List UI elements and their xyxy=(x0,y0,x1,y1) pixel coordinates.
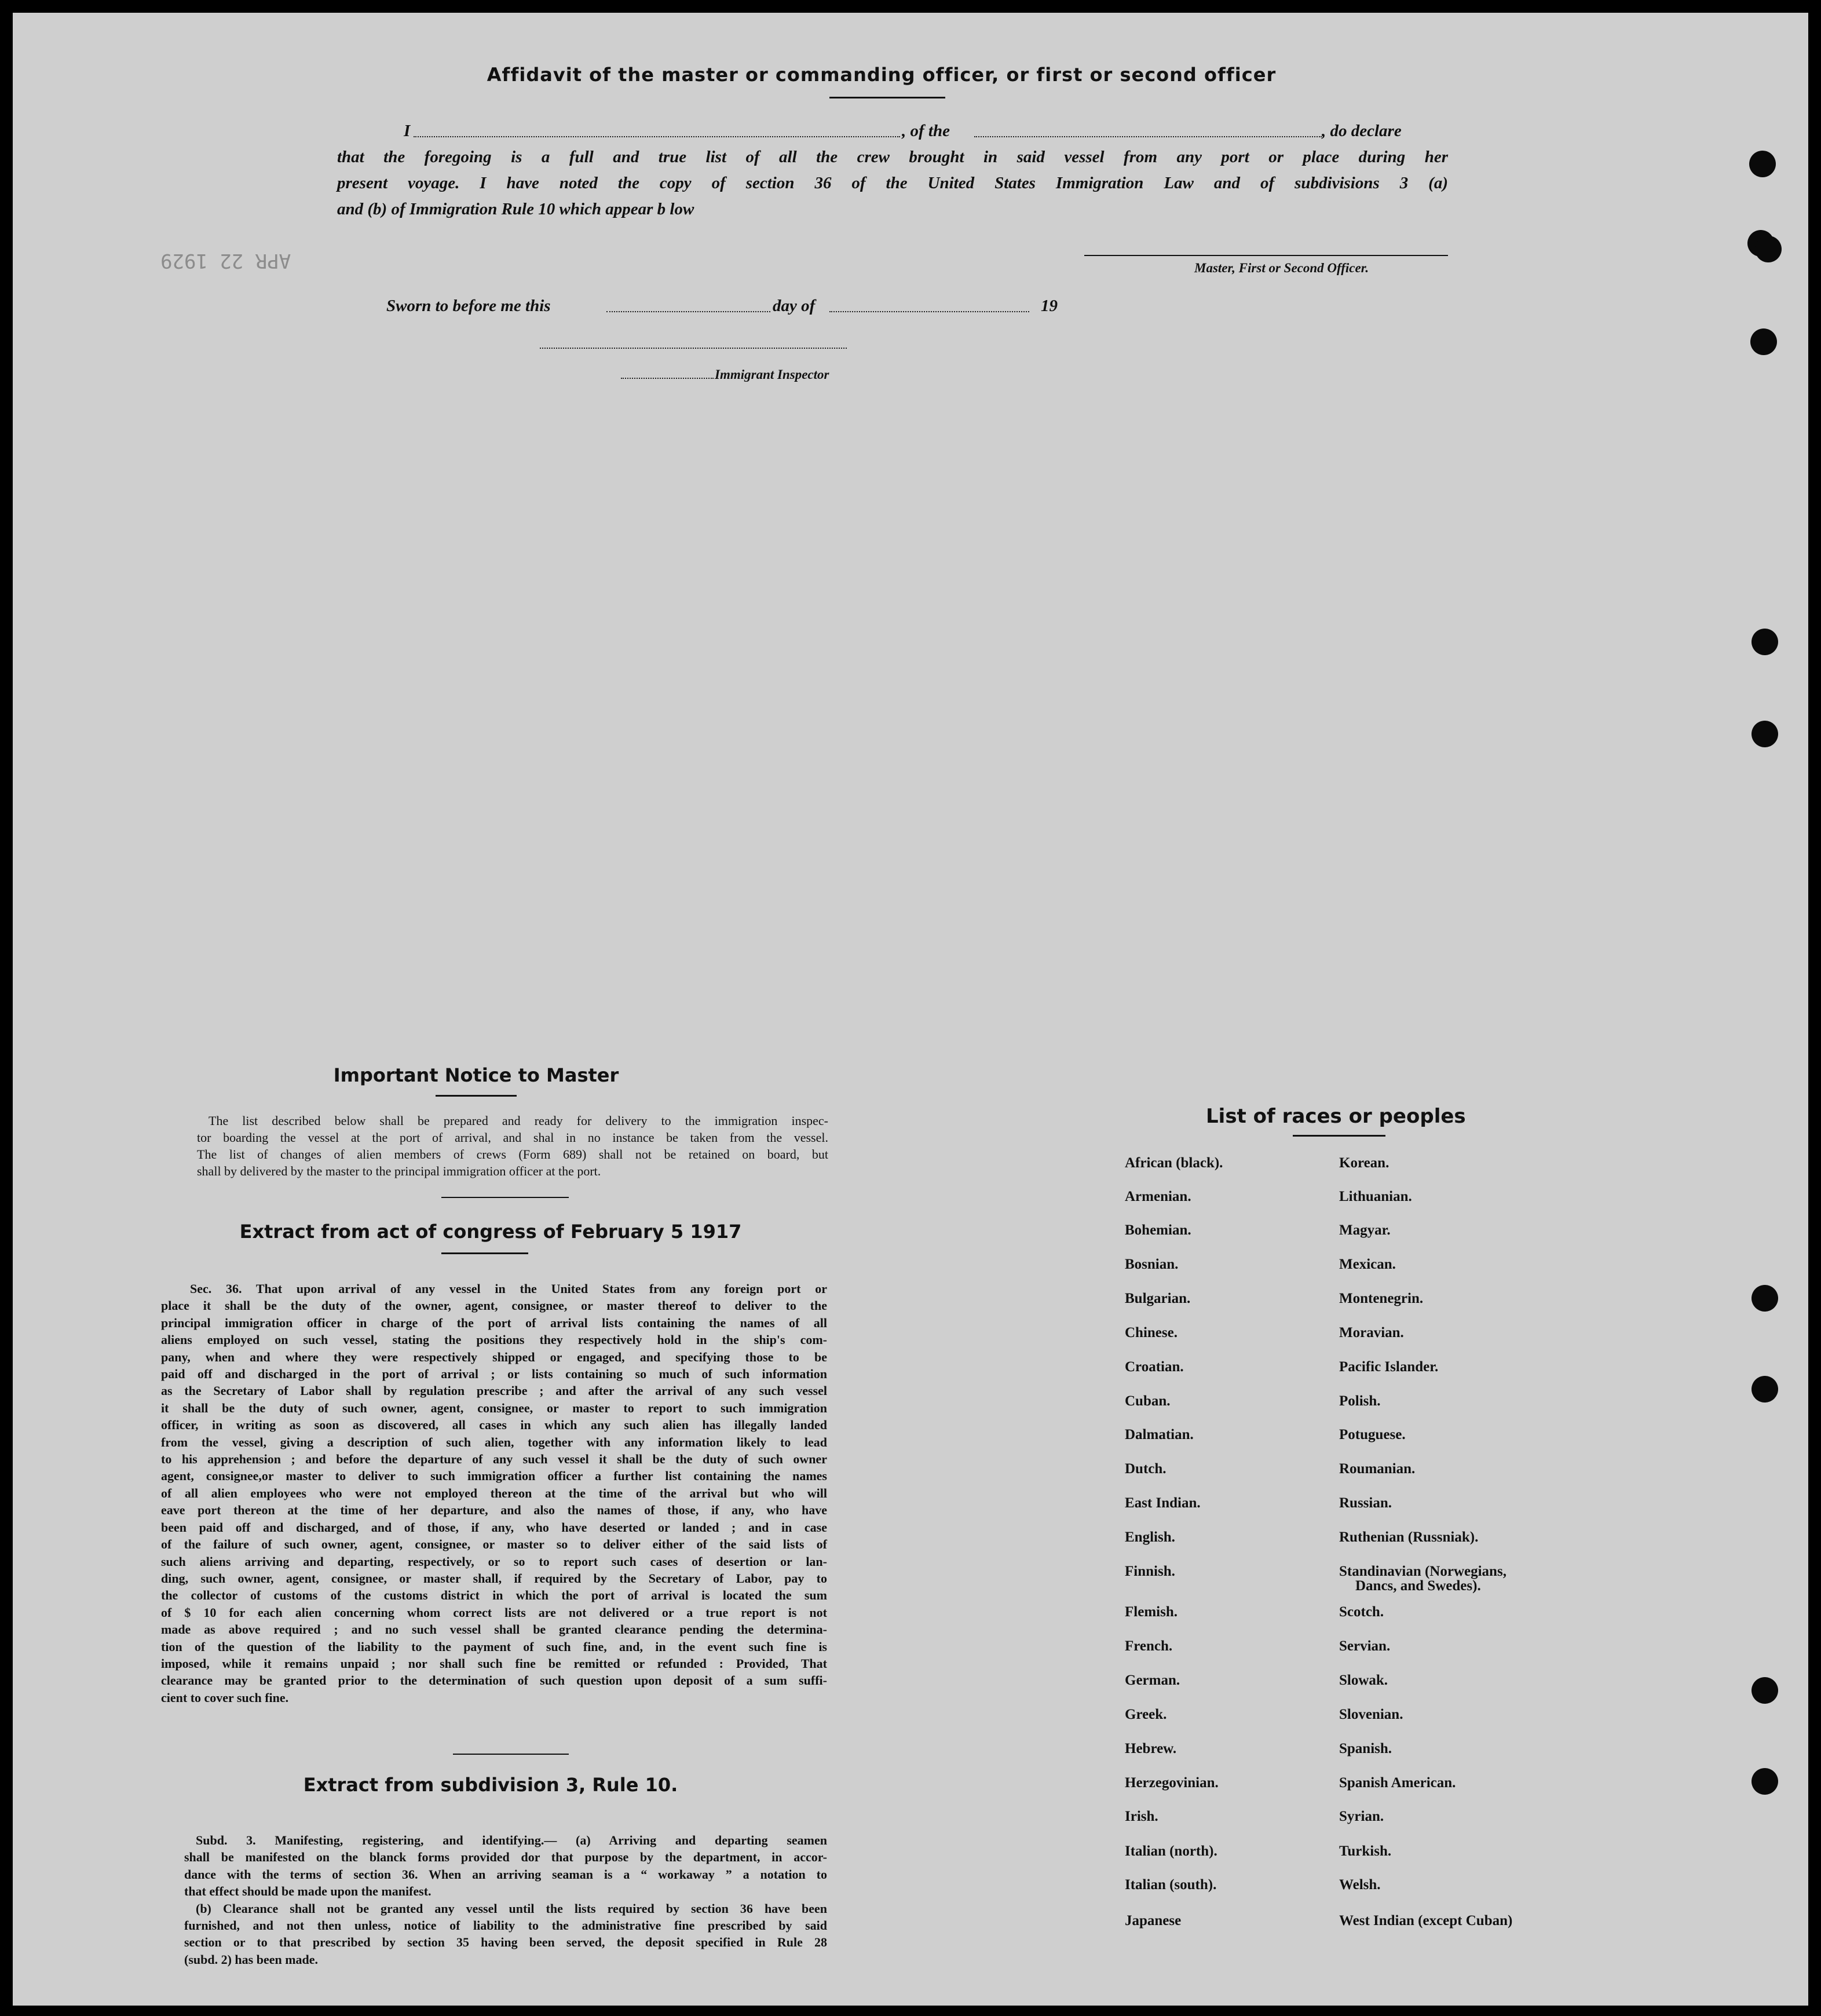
race-item: Mexican. xyxy=(1339,1257,1396,1272)
rule-line: (subd. 2) has been made. xyxy=(184,1952,319,1967)
rule-line: Subd. 3. Manifesting, registering, and identifying.— (a) Arriving and departing seamen xyxy=(196,1833,827,1847)
race-item: Irish. xyxy=(1125,1809,1158,1824)
race-item: Servian. xyxy=(1339,1638,1391,1654)
race-item: Korean. xyxy=(1339,1155,1389,1171)
punch-hole xyxy=(1750,328,1777,355)
act-line: aliens employed on such vessel, stating the positions they respectively hold in the ship's com- xyxy=(161,1332,827,1347)
rule-line: dance with the terms of section 36. When an arriving seaman is a “ workaway ” a notation to xyxy=(184,1867,827,1882)
vessel-blank xyxy=(974,136,1322,137)
act-line: of $ 10 for each alien concerning whom correct lists are not delivered or a true report is not xyxy=(161,1605,827,1620)
act-line: from the vessel, giving a description of such alien, together with any information likely to lead xyxy=(161,1434,827,1449)
race-item: Greek. xyxy=(1125,1707,1167,1722)
inspector-line xyxy=(540,348,847,349)
race-item: Italian (north). xyxy=(1125,1843,1217,1859)
sworn-day-of: day of xyxy=(773,297,816,315)
race-item: Russian. xyxy=(1339,1495,1392,1511)
race-item: English. xyxy=(1125,1529,1175,1545)
document-page xyxy=(13,13,1808,2006)
race-item: Magyar. xyxy=(1339,1222,1391,1238)
race-item: Lithuanian. xyxy=(1339,1189,1412,1204)
rule-line: furnished, and not then unless, notice of liability to the administrative fine prescribed by said xyxy=(184,1918,827,1933)
act-line: pany, when and where they were respectively shipped or engaged, and specifying those to be xyxy=(161,1349,827,1364)
race-item: Croatian. xyxy=(1125,1359,1184,1375)
inspector-line-short xyxy=(621,378,714,379)
notice-line: shall by delivered by the master to the principal immigration officer at the port. xyxy=(197,1164,601,1178)
race-item: East Indian. xyxy=(1125,1495,1201,1511)
act-line: Sec. 36. That upon arrival of any vessel in the United States from any foreign port or xyxy=(190,1281,827,1296)
affidavit-line: and (b) of Immigration Rule 10 which appear b low xyxy=(337,200,694,218)
rule-text xyxy=(184,1832,827,1968)
inspector-caption: Immigrant Inspector xyxy=(715,367,829,382)
punch-hole xyxy=(1755,236,1782,262)
act-line: to his apprehension ; and before the departure of any such vessel it shall be the duty of such owner xyxy=(161,1452,827,1467)
races-title: List of races or peoples xyxy=(1206,1105,1466,1128)
act-line: ding, such owner, agent, consignee, or master shall, if required by the Secretary of Labor, pay to xyxy=(161,1571,827,1586)
name-blank xyxy=(414,136,900,137)
signature-line xyxy=(1084,255,1448,256)
race-item: Armenian. xyxy=(1125,1189,1191,1204)
race-item: Bulgarian. xyxy=(1125,1291,1191,1306)
race-item: Bohemian. xyxy=(1125,1222,1191,1238)
act-line: it shall be the duty of such owner, agent, consignee, or master to report to such immigration xyxy=(161,1400,827,1415)
race-item: Italian (south). xyxy=(1125,1877,1217,1893)
race-item: Dalmatian. xyxy=(1125,1427,1194,1442)
act-line: place it shall be the duty of the owner, agent, consignee, or master thereof to deliver to the xyxy=(161,1298,827,1313)
race-item: Slowak. xyxy=(1339,1672,1388,1688)
notice-text xyxy=(197,1112,828,1179)
race-item: Spanish American. xyxy=(1339,1775,1456,1791)
race-item: Roumanian. xyxy=(1339,1461,1416,1477)
race-item: Ruthenian (Russniak). xyxy=(1339,1529,1479,1545)
act-line: eave port thereon at the time of her departure, and also the names of those, if any, who have xyxy=(161,1503,827,1518)
race-item: Turkish. xyxy=(1339,1843,1392,1859)
race-item: Bosnian. xyxy=(1125,1257,1179,1272)
act-line: been paid off and discharged, and of those, if any, who have deserted or landed ; and in case xyxy=(161,1520,827,1535)
race-item: Montenegrin. xyxy=(1339,1291,1424,1306)
day-blank xyxy=(606,311,770,312)
race-item: Finnish. xyxy=(1125,1564,1175,1579)
races-underline xyxy=(1293,1135,1385,1137)
punch-hole xyxy=(1751,1285,1778,1312)
race-item: Scotch. xyxy=(1339,1604,1384,1620)
act-line: principal immigration officer in charge of the port of arrival lists containing the names of all xyxy=(161,1315,827,1330)
race-item: Standinavian (Norwegians, xyxy=(1339,1564,1506,1579)
act-line: such aliens arriving and departing, respectively, or so to report such cases of desertion or lan- xyxy=(161,1554,827,1569)
month-blank xyxy=(829,311,1029,312)
race-item: Dancs, and Swedes). xyxy=(1355,1578,1481,1594)
race-item: Cuban. xyxy=(1125,1393,1171,1409)
race-item: Syrian. xyxy=(1339,1809,1384,1824)
rule-line: that effect should be made upon the manifest. xyxy=(184,1884,432,1899)
act-line: as the Secretary of Labor shall by regulation prescribe ; and after the arrival of any such vessel xyxy=(161,1383,827,1398)
punch-hole xyxy=(1751,1677,1778,1704)
race-item: Moravian. xyxy=(1339,1325,1404,1341)
signature-caption: Master, First or Second Officer. xyxy=(1194,261,1369,275)
race-item: Pacific Islander. xyxy=(1339,1359,1439,1375)
act-line: made as above required ; and no such vessel shall be granted clearance pending the determina- xyxy=(161,1622,827,1637)
act-line: agent, consignee,or master to deliver to such immigration officer a further list containing the names xyxy=(161,1469,827,1484)
act-text xyxy=(161,1280,827,1706)
act-line: paid off and discharged in the port of arrival ; or lists containing so much of such information xyxy=(161,1367,827,1382)
punch-hole xyxy=(1751,629,1778,655)
rule-line: shall be manifested on the blanck forms provided dor that purpose by the department, in accor- xyxy=(184,1850,827,1865)
act-line: the collector of customs of the customs district in which the port of arrival is located the sum xyxy=(161,1588,827,1603)
notice-line: The list described below shall be prepared and ready for delivery to the immigration inspec- xyxy=(209,1113,828,1128)
race-item: Japanese xyxy=(1125,1913,1182,1929)
punch-hole xyxy=(1749,151,1776,177)
rule-title: Extract from subdivision 3, Rule 10. xyxy=(303,1774,678,1796)
sworn-year: 19 xyxy=(1041,297,1058,315)
race-item: Hebrew. xyxy=(1125,1741,1177,1756)
race-item: West Indian (except Cuban) xyxy=(1339,1913,1513,1929)
race-item: Potuguese. xyxy=(1339,1427,1406,1442)
affidavit-title: Affidavit of the master or commanding officer, or first or second officer xyxy=(487,64,1277,86)
sworn-prefix: Sworn to before me this xyxy=(386,297,551,315)
race-item: German. xyxy=(1125,1672,1180,1688)
notice-line: The list of changes of alien members of crews (Form 689) shall not be retained on board, but xyxy=(197,1147,828,1162)
rule-line: (b) Clearance shall not be granted any vessel until the lists required by section 36 have been xyxy=(196,1901,827,1916)
act-line: officer, in writing as soon as discovered, all cases in which any such alien has illegally landed xyxy=(161,1418,827,1433)
rule-line: section or to that prescribed by section 35 having been served, the deposit specified in Rule 28 xyxy=(184,1935,827,1950)
date-stamp: APR 22 1929 xyxy=(160,249,291,272)
notice-underline xyxy=(436,1095,517,1097)
affidavit-declare: , do declare xyxy=(1322,122,1402,140)
title-underline xyxy=(829,97,945,98)
act-title: Extract from act of congress of February 5 1917 xyxy=(239,1221,742,1243)
notice-line: tor boarding the vessel at the port of arrival, and shal in no instance be taken from the vessel. xyxy=(197,1130,828,1145)
punch-hole xyxy=(1751,1768,1778,1795)
notice-title: Important Notice to Master xyxy=(333,1064,619,1086)
act-line: of all alien employees who were not employed thereon at the time of the arrival but who will xyxy=(161,1485,827,1500)
race-item: Dutch. xyxy=(1125,1461,1167,1477)
race-item: Slovenian. xyxy=(1339,1707,1403,1722)
punch-hole xyxy=(1751,1376,1778,1403)
act-underline xyxy=(441,1252,528,1254)
affidavit-of-the: , of the xyxy=(902,122,950,140)
race-item: Flemish. xyxy=(1125,1604,1178,1620)
race-item: Chinese. xyxy=(1125,1325,1178,1341)
act-line: of the failure of such owner, agent, consignee, or master so to deliver either of the said lists of xyxy=(161,1537,827,1552)
act-line: cient to cover such fine. xyxy=(161,1690,289,1705)
notice-divider xyxy=(441,1197,569,1198)
race-item: Polish. xyxy=(1339,1393,1381,1409)
act-line: tion of the question of the liability to the payment of such fine, and, in the event such fine is xyxy=(161,1639,827,1654)
affidavit-line: present voyage. I have noted the copy of section 36 of the United States Immigration Law and of subdivisions 3 (a) xyxy=(337,174,1448,192)
race-item: Spanish. xyxy=(1339,1741,1392,1756)
affidavit-i: I xyxy=(404,122,411,140)
race-item: African (black). xyxy=(1125,1155,1223,1171)
act-line: clearance may be granted prior to the determination of such question upon deposit of a sum suffi- xyxy=(161,1673,827,1688)
punch-hole xyxy=(1751,721,1778,747)
race-item: Herzegovinian. xyxy=(1125,1775,1219,1791)
race-item: Welsh. xyxy=(1339,1877,1381,1893)
affidavit-line: that the foregoing is a full and true list of all the crew brought in said vessel from any port or place during her xyxy=(337,148,1448,166)
act-divider xyxy=(453,1754,569,1755)
race-item: French. xyxy=(1125,1638,1173,1654)
act-line: imposed, while it remains unpaid ; nor shall such fine be remitted or refunded : Provided, That xyxy=(161,1656,827,1671)
